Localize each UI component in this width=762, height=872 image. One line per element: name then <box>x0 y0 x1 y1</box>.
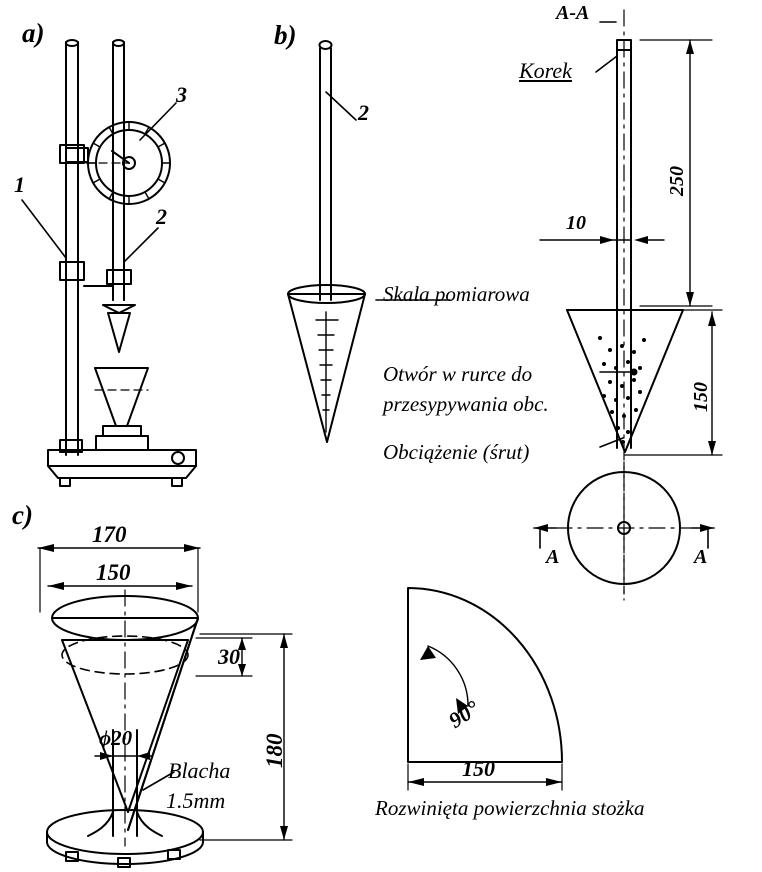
dim-150-c: 150 <box>96 560 131 585</box>
callout-b-2: 2 <box>358 100 369 125</box>
panel-b-left-drawing <box>288 41 365 442</box>
dim-phi20: ϕ20 <box>99 726 133 750</box>
dim-250: 250 <box>666 166 688 196</box>
section-mark-a-right: A <box>694 546 708 568</box>
callout-3: 3 <box>176 82 187 107</box>
annotation-skala-pomiarowa: Skala pomiarowa <box>383 282 530 306</box>
annotation-korek: Korek <box>519 58 572 83</box>
section-label-aa: A-A <box>556 2 590 24</box>
dim-150-b: 150 <box>690 382 712 412</box>
panel-a-drawing <box>22 40 196 486</box>
panel-label-a: a) <box>22 18 45 48</box>
dim-150-d: 150 <box>462 756 495 781</box>
annotation-blacha-thickness: 1.5mm <box>166 788 226 813</box>
dim-180: 180 <box>262 733 287 768</box>
callout-1: 1 <box>14 172 25 197</box>
dim-10: 10 <box>566 212 586 234</box>
angle-90: 90° <box>444 695 484 733</box>
callout-2: 2 <box>156 204 167 229</box>
section-mark-a-left: A <box>546 546 560 568</box>
panel-c-drawing <box>38 544 292 867</box>
annotation-otwor-line2: przesypywania obc. <box>383 392 549 416</box>
annotation-blacha: Blacha <box>168 758 231 783</box>
dim-170: 170 <box>92 522 127 547</box>
panel-label-b: b) <box>274 20 297 50</box>
panel-label-c: c) <box>12 500 33 530</box>
annotation-obciazenie: Obciążenie (śrut) <box>383 440 530 464</box>
dim-30: 30 <box>218 644 240 669</box>
annotation-otwor-line1: Otwór w rurce do <box>383 362 533 386</box>
caption-rozwinieta: Rozwinięta powierzchnia stożka <box>375 796 645 820</box>
